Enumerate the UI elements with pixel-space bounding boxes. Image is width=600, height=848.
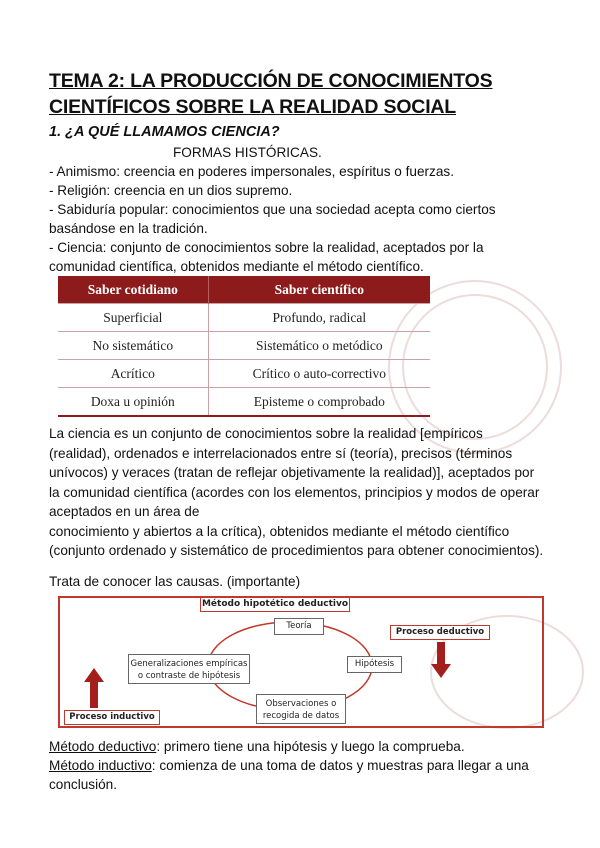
deductive-definition: [49, 737, 465, 757]
deductive-process-box: Proceso deductivo: [390, 625, 490, 640]
section-heading: 1. ¿A QUÉ LLAMAMOS CIENCIA?: [49, 124, 280, 140]
line-ciencia: - Ciencia: conjunto de conocimientos sobre la realidad, aceptados por la: [49, 240, 484, 255]
paragraph-line: unívocos) y veraces (tratan de reflejar objetivamente la realidad)], aceptados por: [49, 465, 535, 480]
inductive-process-box: Proceso inductivo: [64, 710, 160, 725]
observations-line-2: recogida de datos: [262, 711, 340, 721]
table-cell: Crítico o auto-correctivo: [208, 360, 430, 388]
inductive-definition-cont: conclusión.: [49, 777, 118, 792]
paragraph-line: (realidad), ordenados e interrelacionados entre sí (teoría), precisos (términos: [49, 445, 513, 461]
inductive-definition: [49, 756, 529, 776]
deductive-term: Método deductivo: [49, 739, 157, 754]
paragraph-line: conocimiento y abiertos a la crítica), obtenidos mediante el método científico: [49, 523, 510, 539]
table-header-cientifico: Saber científico: [208, 276, 430, 304]
diagram-title: Método hipotético deductivo: [200, 597, 350, 612]
science-definition-paragraph: [49, 424, 589, 561]
forms-heading: FORMAS HISTÓRICAS.: [173, 145, 322, 160]
paragraph-line: aceptados en un área de: [49, 504, 200, 519]
generalizations-box: [128, 654, 250, 684]
table-row: [58, 360, 430, 388]
table-cell: Superficial: [58, 304, 208, 332]
observations-box: [256, 694, 346, 724]
table-cell: Episteme o comprobado: [208, 388, 430, 417]
inductive-term: Método inductivo: [49, 758, 152, 773]
table-cell: Acrítico: [58, 360, 208, 388]
table-row: [58, 304, 430, 332]
line-religion: - Religión: creencia en un dios supremo.: [49, 183, 293, 198]
line-animismo: - Animismo: creencia en poderes impersonales, espíritus o fuerzas.: [49, 164, 454, 179]
line-ciencia-cont: comunidad científica, obtenidos mediante el método científico.: [49, 259, 424, 274]
inductive-text: : comienza de una toma de datos y muestras para llegar a una: [151, 758, 529, 773]
table-header-cotidiano: Saber cotidiano: [58, 276, 208, 304]
generalizations-line-2: o contraste de hipótesis: [137, 671, 241, 681]
paragraph-line: La ciencia es un conjunto de conocimientos sobre la realidad [empíricos: [49, 426, 483, 441]
arrow-up-icon: [84, 668, 104, 708]
hypothesis-box: Hipótesis: [347, 656, 402, 673]
table-row: [58, 332, 430, 360]
generalizations-line-1: Generalizaciones empíricas: [130, 659, 248, 669]
deductive-text: : primero tiene una hipótesis y luego la comprueba.: [156, 739, 465, 754]
table-cell: No sistemático: [58, 332, 208, 360]
table-row: [58, 388, 430, 417]
theory-box: Teoría: [274, 618, 324, 635]
line-sabiduria-cont: basándose en la tradición.: [49, 221, 208, 236]
comparison-table: [58, 276, 430, 417]
table-cell: Profundo, radical: [208, 304, 430, 332]
table-cell: Doxa u opinión: [58, 388, 208, 417]
line-sabiduria: - Sabiduría popular: conocimientos que una sociedad acepta como ciertos: [49, 202, 496, 217]
paragraph-line: la comunidad científica (acordes con los elementos, principios y modos de operar: [49, 484, 540, 500]
page-title-line-2: CIENTÍFICOS SOBRE LA REALIDAD SOCIAL: [49, 96, 457, 118]
paragraph-line: (conjunto ordenado y sistemático de procedimientos para obtener conocimientos).: [49, 543, 544, 558]
observations-line-1: Observaciones o: [265, 699, 337, 709]
causes-note: Trata de conocer las causas. (importante): [49, 574, 301, 589]
page-title-line-1: TEMA 2: LA PRODUCCIÓN DE CONOCIMIENTOS: [49, 70, 493, 92]
arrow-down-icon: [431, 642, 451, 680]
method-diagram: [58, 596, 544, 728]
table-cell: Sistemático o metódico: [208, 332, 430, 360]
